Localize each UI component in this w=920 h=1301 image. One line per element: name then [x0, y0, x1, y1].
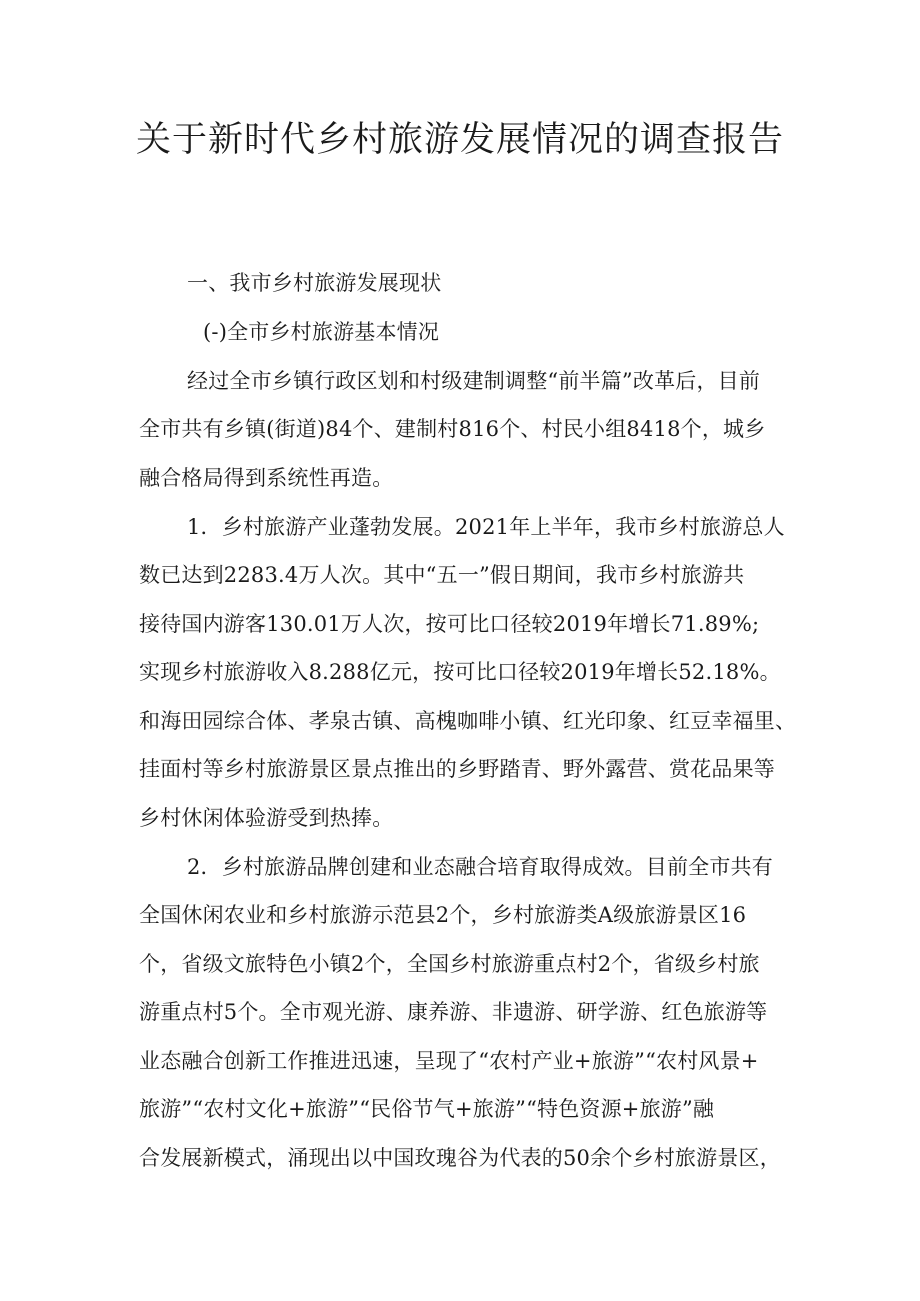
paragraph-line: 合发展新模式，涌现出以中国玫瑰谷为代表的50余个乡村旅游景区，	[139, 1146, 781, 1170]
paragraph-line: 旅游”“农村文化+旅游”“民俗节气+旅游”“特色资源+旅游”融	[139, 1097, 715, 1121]
paragraph-line: 全市共有乡镇(街道)84个、建制村816个、村民小组8418个，城乡	[139, 417, 766, 441]
paragraph-line: 接待国内游客130.01万人次，按可比口径较2019年增长71.89%;	[139, 612, 760, 636]
paragraph-line: 乡村休闲体验游受到热捧。	[139, 806, 394, 830]
section-heading-1: 一、我市乡村旅游发展现状	[187, 271, 442, 295]
paragraph-line: 实现乡村旅游收入8.288亿元，按可比口径较2019年增长52.18%。	[139, 660, 781, 684]
paragraph-line: 业态融合创新工作推进迅速，呈现了“农村产业+旅游”“农村风景+	[139, 1049, 759, 1073]
paragraph-line: 挂面村等乡村旅游景区景点推出的乡野踏青、野外露营、赏花品果等	[139, 757, 775, 781]
paragraph-line: 和海田园综合体、孝泉古镇、高槐咖啡小镇、红光印象、红豆幸福里、	[139, 709, 797, 733]
paragraph-line: 2．乡村旅游品牌创建和业态融合培育取得成效。目前全市共有	[187, 855, 773, 879]
paragraph-line: 个，省级文旅特色小镇2个，全国乡村旅游重点村2个，省级乡村旅	[139, 952, 760, 976]
paragraph-line: 经过全市乡镇行政区划和村级建制调整“前半篇”改革后，目前	[187, 369, 761, 393]
paragraph-line: 融合格局得到系统性再造。	[139, 466, 394, 490]
paragraph-line: 游重点村5个。全市观光游、康养游、非遗游、研学游、红色旅游等	[139, 1000, 768, 1024]
subsection-heading-1: (-)全市乡村旅游基本情况	[203, 320, 440, 344]
paragraph-line: 数已达到2283.4万人次。其中“五一”假日期间，我市乡村旅游共	[139, 563, 745, 587]
document-title: 关于新时代乡村旅游发展情况的调查报告	[135, 120, 784, 160]
paragraph-line: 全国休闲农业和乡村旅游示范县2个，乡村旅游类A级旅游景区16	[139, 903, 747, 927]
paragraph-line: 1．乡村旅游产业蓬勃发展。2021年上半年，我市乡村旅游总人	[187, 515, 785, 539]
